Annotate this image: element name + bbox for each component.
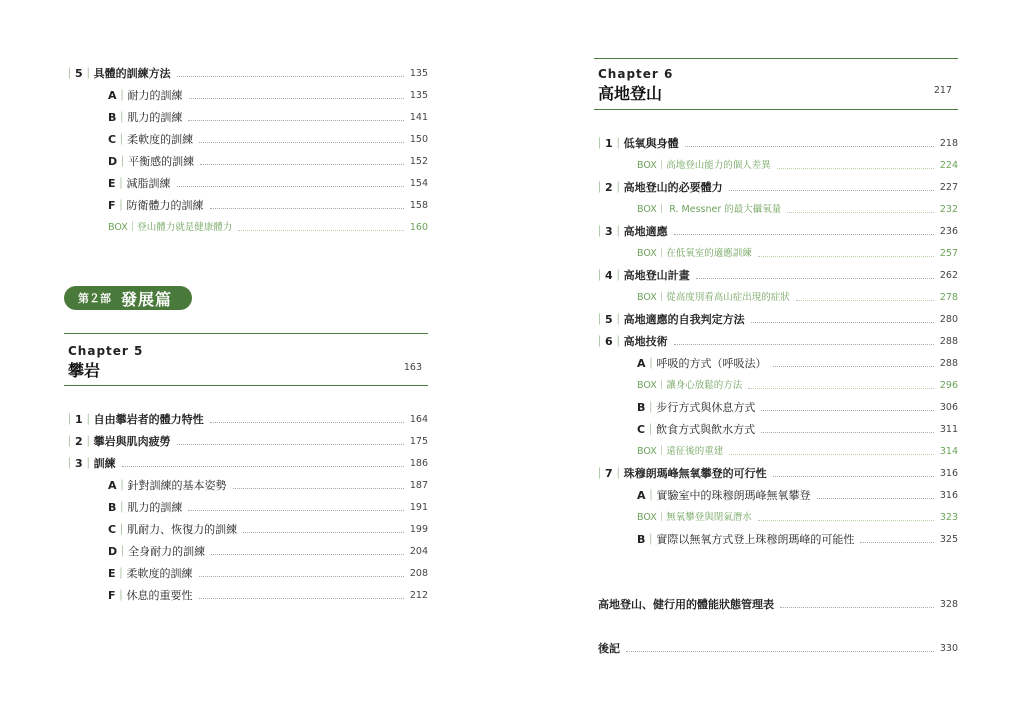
toc-entry-sub[interactable]: C｜ 飲食方式與飲水方式 311 [637, 423, 958, 436]
chapter-title[interactable]: 攀岩 [68, 361, 101, 380]
dot-leader [796, 300, 934, 301]
toc-entry-appendix[interactable] [598, 597, 958, 613]
entry-page: 323 [939, 512, 958, 523]
dot-leader [761, 432, 934, 433]
entry-title: BOX｜從高度別看高山症出現的症狀 [637, 292, 790, 303]
entry-title: 飲食方式與飲水方式 [656, 423, 756, 436]
entry-page: 288 [939, 336, 958, 347]
dot-leader [787, 212, 934, 213]
entry-page: 288 [939, 358, 958, 369]
chapter-page: 217 [933, 85, 952, 96]
dot-leader [177, 444, 404, 445]
entry-number: 3 [605, 225, 613, 238]
entry-title: 高地技術 [623, 335, 668, 348]
entry-page: 154 [409, 178, 428, 189]
entry-title: BOX｜登山體力就是健康體力 [108, 222, 233, 233]
dot-leader [189, 98, 404, 99]
dot-leader [751, 322, 934, 323]
entry-page: 314 [939, 446, 958, 457]
entry-page: 257 [939, 248, 958, 259]
dot-leader [122, 466, 404, 467]
entry-page: 306 [939, 402, 958, 413]
entry-page: 175 [409, 436, 428, 447]
entry-letter: B [637, 533, 646, 546]
entry-title: 平衡感的訓練 [128, 155, 195, 168]
entry-number: 1 [605, 137, 613, 150]
entry-letter: A [108, 479, 117, 492]
entry-page: 160 [409, 222, 428, 233]
dot-leader [199, 598, 404, 599]
entry-page: 218 [939, 138, 958, 149]
entry-page: 135 [409, 68, 428, 79]
dot-leader [674, 234, 934, 235]
entry-number: 1 [75, 413, 83, 426]
toc-entry-sub[interactable]: E｜ 減脂訓練 154 [108, 177, 428, 190]
entry-title: 攀岩與肌肉疲勞 [93, 435, 171, 448]
entry-title: 針對訓練的基本姿勢 [127, 479, 227, 492]
entry-title: BOX｜ R. Messner 的最大攝氧量 [637, 204, 782, 215]
dot-leader [758, 256, 934, 257]
dot-leader [210, 422, 404, 423]
dot-leader [773, 476, 934, 477]
chapter-label: Chapter 6 [598, 67, 674, 81]
entry-page: 199 [409, 524, 428, 535]
entry-letter: B [108, 111, 117, 124]
entry-title: 實際以無氧方式登上珠穆朗瑪峰的可能性 [656, 533, 855, 546]
toc-entry-sub[interactable]: D｜ 平衡感的訓練 152 [108, 155, 428, 168]
entry-page: 316 [939, 468, 958, 479]
entry-title: 具體的訓練方法 [93, 67, 171, 80]
entry-title: 肌耐力、恢復力的訓練 [127, 523, 238, 536]
entry-title: 高地登山的必要體力 [623, 181, 723, 194]
chapter-label: Chapter 5 [68, 344, 144, 358]
dot-leader [177, 186, 404, 187]
dot-leader [685, 146, 934, 147]
dot-leader [199, 576, 404, 577]
entry-letter: D [108, 545, 118, 558]
entry-title: BOX｜讓身心放鬆的方法 [637, 380, 743, 391]
entry-title: 低氧與身體 [623, 137, 679, 150]
entry-letter: F [108, 589, 116, 602]
entry-title: 肌力的訓練 [127, 111, 183, 124]
entry-letter: A [637, 489, 646, 502]
dot-leader [626, 651, 934, 652]
entry-page: 224 [939, 160, 958, 171]
toc-entry-box[interactable] [637, 510, 958, 526]
entry-letter: E [108, 567, 116, 580]
toc-entry-box[interactable] [637, 444, 958, 460]
dot-leader [199, 142, 404, 143]
entry-page: 186 [409, 458, 428, 469]
entry-page: 164 [409, 414, 428, 425]
entry-page: 227 [939, 182, 958, 193]
entry-title: 防衛體力的訓練 [126, 199, 204, 212]
entry-page: 150 [409, 134, 428, 145]
entry-page: 330 [939, 643, 958, 654]
entry-title: 後記 [598, 642, 620, 655]
toc-entry-sub[interactable]: F｜ 防衛體力的訓練 158 [108, 199, 428, 212]
entry-page: 152 [409, 156, 428, 167]
toc-entry-box[interactable] [637, 202, 958, 218]
toc-entry-main[interactable]: ｜3｜ 訓練 186 [64, 457, 428, 470]
toc-entry-main[interactable]: ｜1｜ 自由攀岩者的體力特性 164 [64, 413, 428, 426]
entry-page: 328 [939, 599, 958, 610]
entry-title: BOX｜高地登山能力的個人差異 [637, 160, 771, 171]
entry-letter: E [108, 177, 116, 190]
dot-leader [233, 488, 404, 489]
toc-entry-sub[interactable]: C｜ 肌耐力、恢復力的訓練 199 [108, 523, 428, 536]
toc-entry-main[interactable]: ｜2｜ 攀岩與肌肉疲勞 175 [64, 435, 428, 448]
entry-page: 204 [409, 546, 428, 557]
entry-page: 187 [409, 480, 428, 491]
dot-leader [729, 190, 934, 191]
toc-entry-sub[interactable]: A｜ 針對訓練的基本姿勢 187 [108, 479, 428, 492]
dot-leader [761, 410, 933, 411]
toc-entry-sub[interactable]: A｜ 耐力的訓練 135 [108, 89, 428, 102]
toc-entry-box[interactable] [637, 158, 958, 174]
entry-number: 5 [75, 67, 83, 80]
entry-letter: D [108, 155, 118, 168]
entry-letter: B [108, 501, 117, 514]
part-title: 發展篇 [121, 289, 173, 309]
entry-title: 高地適應的自我判定方法 [623, 313, 745, 326]
chapter-rule-top [64, 333, 428, 334]
toc-entry-main[interactable]: ｜1｜ 低氧與身體 218 [594, 137, 958, 150]
dot-leader [674, 344, 934, 345]
toc-entry-main[interactable]: ｜4｜ 高地登山計畫 262 [594, 269, 958, 282]
entry-letter: F [108, 199, 116, 212]
dot-leader [758, 520, 934, 521]
entry-page: 135 [409, 90, 428, 101]
chapter-title[interactable]: 高地登山 [598, 84, 663, 103]
entry-page: 191 [409, 502, 428, 513]
entry-number: 2 [75, 435, 83, 448]
toc-entry-sub[interactable]: A｜ 呼吸的方式（呼吸法） 288 [637, 357, 958, 370]
toc-entry-box[interactable] [637, 378, 958, 394]
dot-leader [188, 120, 403, 121]
toc-entry-main[interactable]: ｜5｜ 具體的訓練方法 135 [64, 67, 428, 80]
entry-title: 實驗室中的珠穆朗瑪峰無氧攀登 [656, 489, 811, 502]
dot-leader [211, 554, 404, 555]
entry-page: 296 [939, 380, 958, 391]
toc-entry-box[interactable] [108, 220, 428, 236]
toc-entry-main[interactable]: ｜5｜ 高地適應的自我判定方法 280 [594, 313, 958, 326]
entry-page: 158 [409, 200, 428, 211]
dot-leader [243, 532, 404, 533]
entry-title: 耐力的訓練 [127, 89, 183, 102]
entry-title: 自由攀岩者的體力特性 [93, 413, 204, 426]
entry-title: BOX｜無氧攀登與閉氣潛水 [637, 512, 752, 523]
toc-entry-appendix[interactable] [598, 641, 958, 657]
dot-leader [210, 208, 404, 209]
chapter-rule-bottom [594, 109, 958, 110]
dot-leader [729, 454, 934, 455]
entry-page: 208 [409, 568, 428, 579]
entry-number: 2 [605, 181, 613, 194]
entry-page: 212 [409, 590, 428, 601]
toc-entry-sub[interactable]: A｜ 實驗室中的珠穆朗瑪峰無氧攀登 316 [637, 489, 958, 502]
entry-title: 柔軟度的訓練 [127, 133, 194, 146]
toc-entry-main[interactable]: ｜3｜ 高地適應 236 [594, 225, 958, 238]
entry-page: 280 [939, 314, 958, 325]
toc-entry-sub[interactable]: F｜ 休息的重要性 212 [108, 589, 428, 602]
dot-leader [200, 164, 404, 165]
entry-title: 高地適應 [623, 225, 668, 238]
entry-title: 肌力的訓練 [127, 501, 183, 514]
entry-page: 325 [939, 534, 958, 545]
dot-leader [817, 498, 934, 499]
chapter-page: 163 [403, 362, 422, 373]
toc-entry-sub[interactable]: B｜ 肌力的訓練 191 [108, 501, 428, 514]
entry-letter: C [108, 133, 117, 146]
entry-number: 3 [75, 457, 83, 470]
entry-number: 4 [605, 269, 613, 282]
entry-letter: C [637, 423, 646, 436]
dot-leader [860, 542, 933, 543]
entry-title: 柔軟度的訓練 [126, 567, 193, 580]
toc-entry-sub[interactable]: C｜ 柔軟度的訓練 150 [108, 133, 428, 146]
dot-leader [780, 607, 934, 608]
entry-number: 7 [605, 467, 613, 480]
toc-entry-sub[interactable]: B｜ 步行方式與休息方式 306 [637, 401, 958, 414]
entry-title: 訓練 [93, 457, 116, 470]
entry-title: BOX｜在低氧室的適應訓練 [637, 248, 752, 259]
toc-entry-sub[interactable]: B｜ 肌力的訓練 141 [108, 111, 428, 124]
dot-leader [748, 388, 934, 389]
toc-entry-box[interactable] [637, 290, 958, 306]
entry-title: 珠穆朗瑪峰無氧攀登的可行性 [623, 467, 767, 480]
entry-page: 311 [939, 424, 958, 435]
entry-letter: C [108, 523, 117, 536]
entry-page: 236 [939, 226, 958, 237]
part-label: 第２部 [78, 292, 111, 305]
dot-leader [696, 278, 934, 279]
entry-page: 278 [939, 292, 958, 303]
toc-entry-main[interactable]: ｜6｜ 高地技術 288 [594, 335, 958, 348]
dot-leader [188, 510, 403, 511]
toc-entry-sub[interactable]: D｜ 全身耐力的訓練 204 [108, 545, 428, 558]
entry-title: 高地登山、健行用的體能狀態管理表 [598, 598, 774, 611]
entry-title: 呼吸的方式（呼吸法） [656, 357, 767, 370]
entry-page: 141 [409, 112, 428, 123]
dot-leader [177, 76, 404, 77]
entry-title: 休息的重要性 [126, 589, 193, 602]
entry-title: 步行方式與休息方式 [656, 401, 756, 414]
entry-title: 全身耐力的訓練 [128, 545, 206, 558]
entry-letter: A [108, 89, 117, 102]
toc-entry-box[interactable] [637, 246, 958, 262]
entry-page: 232 [939, 204, 958, 215]
dot-leader [238, 230, 404, 231]
part-badge[interactable] [64, 286, 192, 310]
toc-entry-sub[interactable]: B｜ 實際以無氧方式登上珠穆朗瑪峰的可能性 325 [637, 533, 958, 546]
toc-entry-sub[interactable]: E｜ 柔軟度的訓練 208 [108, 567, 428, 580]
entry-title: BOX｜遠征後的重建 [637, 446, 724, 457]
entry-letter: A [637, 357, 646, 370]
entry-number: 5 [605, 313, 613, 326]
chapter-rule-bottom [64, 385, 428, 386]
toc-entry-main[interactable]: ｜7｜ 珠穆朗瑪峰無氧攀登的可行性 316 [594, 467, 958, 480]
dot-leader [777, 168, 934, 169]
entry-number: 6 [605, 335, 613, 348]
entry-letter: B [637, 401, 646, 414]
entry-title: 高地登山計畫 [623, 269, 690, 282]
entry-page: 316 [939, 490, 958, 501]
dot-leader [773, 366, 934, 367]
entry-page: 262 [939, 270, 958, 281]
toc-entry-main[interactable]: ｜2｜ 高地登山的必要體力 227 [594, 181, 958, 194]
chapter-rule-top [594, 58, 958, 59]
entry-title: 減脂訓練 [126, 177, 171, 190]
